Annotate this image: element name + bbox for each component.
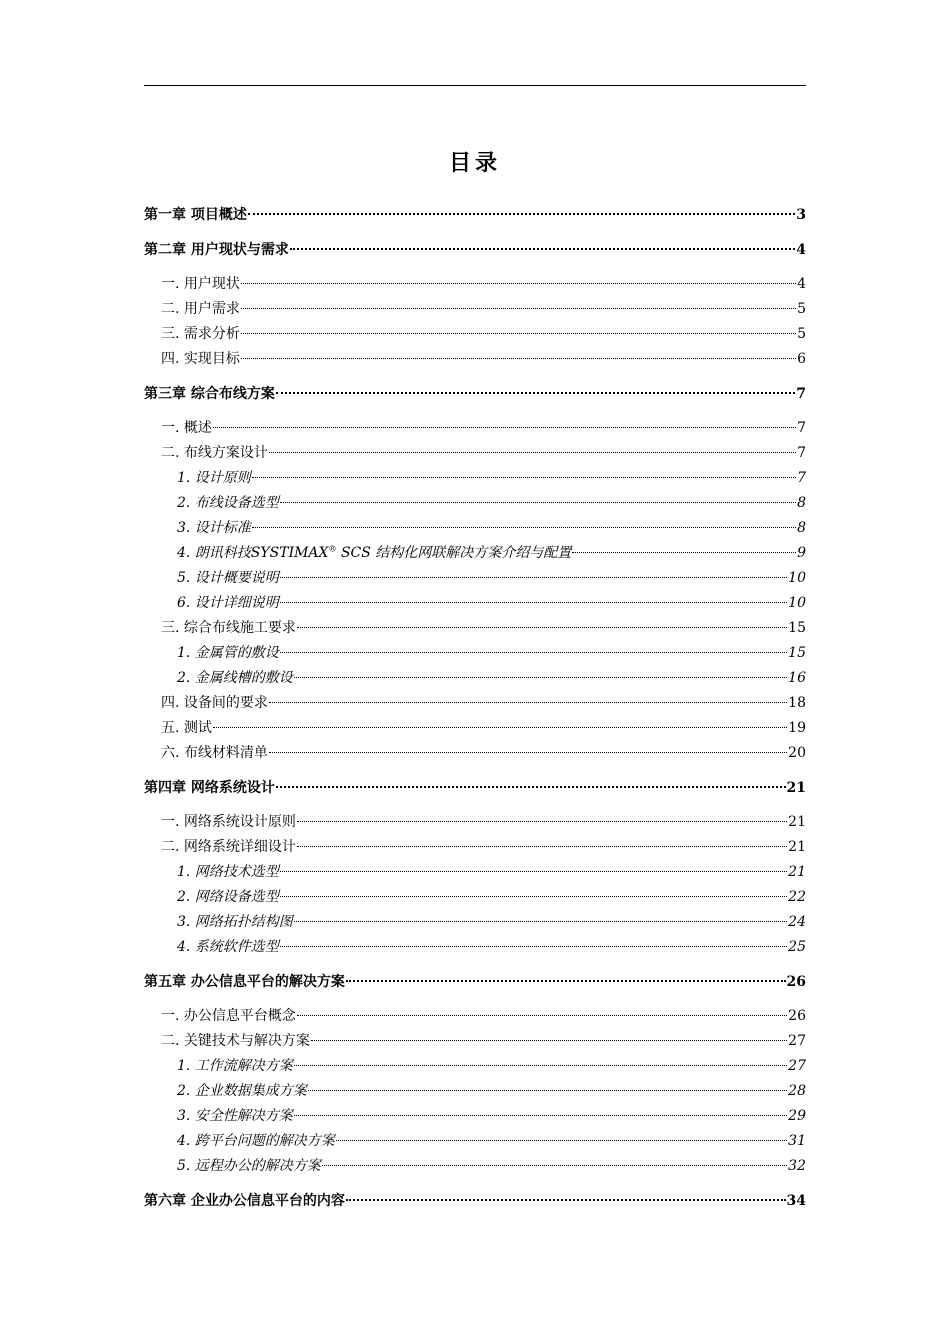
toc-subsection-entry[interactable]: [144, 667, 806, 689]
toc-page-number: 21: [788, 839, 806, 855]
dot-leader: [280, 871, 787, 872]
dot-leader: [252, 527, 796, 528]
toc-page-number: 15: [788, 620, 806, 636]
toc-entry-title: 2. 企业数据集成方案: [177, 1083, 307, 1099]
toc-chapter-entry[interactable]: [144, 204, 806, 226]
toc-entry-title: 五. 测试: [161, 720, 212, 736]
toc-subsection-entry[interactable]: [144, 492, 806, 514]
toc-section-entry[interactable]: [144, 617, 806, 639]
dot-leader: [294, 1065, 787, 1066]
toc-entry-title: 第五章 办公信息平台的解决方案: [144, 974, 345, 990]
toc-subsection-entry[interactable]: [144, 1080, 806, 1102]
toc-entry-title: 5. 设计概要说明: [177, 570, 279, 586]
toc-section-entry[interactable]: [144, 348, 806, 370]
toc-entry-title: 1. 设计原则: [177, 470, 251, 486]
toc-subsection-entry[interactable]: [144, 467, 806, 489]
toc-section-entry[interactable]: [144, 417, 806, 439]
toc-page-number: 8: [797, 520, 806, 536]
toc-page-number: 19: [788, 720, 806, 736]
dot-leader: [311, 1040, 787, 1041]
toc-page-number: 25: [788, 939, 806, 955]
page-title: 目录: [448, 150, 501, 176]
toc-page-number: 7: [797, 445, 806, 461]
toc-page-number: 3: [796, 207, 806, 223]
toc-subsection-entry[interactable]: [144, 861, 806, 883]
toc-chapter-entry[interactable]: [144, 971, 806, 993]
toc-chapter-entry[interactable]: [144, 383, 806, 405]
dot-leader: [280, 946, 787, 947]
registered-mark: ®: [328, 544, 337, 554]
dot-leader: [276, 786, 786, 788]
toc-entry-title: 2. 网络设备选型: [177, 889, 279, 905]
toc-page-number: 10: [788, 570, 806, 586]
toc-entry-title: 三. 需求分析: [161, 326, 240, 342]
toc-section-entry[interactable]: [144, 442, 806, 464]
dot-leader: [294, 921, 787, 922]
dot-leader: [346, 1199, 786, 1201]
dot-leader: [297, 1015, 787, 1016]
dot-leader: [322, 1165, 787, 1166]
toc-page-number: 6: [797, 351, 806, 367]
toc-entry-title: 第六章 企业办公信息平台的内容: [144, 1193, 345, 1209]
dot-leader: [241, 333, 796, 334]
toc-page-number: 27: [788, 1033, 806, 1049]
toc-page-number: 21: [786, 780, 806, 796]
toc-section-entry[interactable]: [144, 811, 806, 833]
dot-leader: [213, 727, 787, 728]
dot-leader: [280, 577, 787, 578]
toc-subsection-entry[interactable]: [144, 592, 806, 614]
dot-leader: [280, 652, 787, 653]
toc-page-number: 26: [788, 1008, 806, 1024]
toc-page-number: 4: [796, 242, 806, 258]
toc-section-entry[interactable]: [144, 273, 806, 295]
toc-chapter-entry[interactable]: [144, 239, 806, 261]
toc-page-number: 7: [797, 420, 806, 436]
toc-entry-title: 一. 概述: [161, 420, 212, 436]
toc-section-entry[interactable]: [144, 717, 806, 739]
toc-page-number: 22: [788, 889, 806, 905]
toc-entry-title: 6. 设计详细说明: [177, 595, 279, 611]
dot-leader: [572, 552, 796, 553]
toc-page-number: 16: [788, 670, 806, 686]
toc-entry-title: 四. 设备间的要求: [161, 695, 268, 711]
toc-entry-title: 3. 设计标准: [177, 520, 251, 536]
toc-entry-title: 第四章 网络系统设计: [144, 780, 275, 796]
toc-section-entry[interactable]: [144, 836, 806, 858]
toc-page-number: 20: [788, 745, 806, 761]
toc-page-number: 21: [788, 864, 806, 880]
header-rule: [144, 85, 806, 86]
toc-entry-title: 二. 网络系统详细设计: [161, 839, 296, 855]
toc-entry-title: 二. 关键技术与解决方案: [161, 1033, 310, 1049]
toc-entry-title: 第三章 综合布线方案: [144, 386, 275, 402]
toc-entry-title: 4. 朗讯科技SYSTIMAX® SCS 结构化网联解决方案介绍与配置: [177, 544, 572, 561]
dot-leader: [280, 896, 787, 897]
toc-chapter-entry[interactable]: [144, 1190, 806, 1212]
toc-entry-title: 1. 工作流解决方案: [177, 1058, 293, 1074]
dot-leader: [252, 477, 796, 478]
dot-leader: [294, 677, 787, 678]
dot-leader: [280, 602, 787, 603]
dot-leader: [308, 1090, 787, 1091]
toc-page-number: 32: [788, 1158, 806, 1174]
toc-page-number: 31: [788, 1133, 806, 1149]
toc-entry-title: 1. 网络技术选型: [177, 864, 279, 880]
toc-entry-title: 一. 网络系统设计原则: [161, 814, 296, 830]
toc-entry-title: 一. 用户现状: [161, 276, 240, 292]
toc-entry-title: 四. 实现目标: [161, 351, 240, 367]
toc-page-number: 21: [788, 814, 806, 830]
toc-page-number: 7: [797, 470, 806, 486]
toc-page-number: 34: [786, 1193, 806, 1209]
toc-entry-title: 4. 系统软件选型: [177, 939, 279, 955]
dot-leader: [290, 248, 795, 250]
toc-page-number: 27: [788, 1058, 806, 1074]
dot-leader: [269, 752, 787, 753]
toc-entry-title: 5. 远程办公的解决方案: [177, 1158, 321, 1174]
toc-subsection-entry[interactable]: [144, 642, 806, 664]
toc-entry-title: 1. 金属管的敷设: [177, 645, 279, 661]
toc-entry-title: 第二章 用户现状与需求: [144, 242, 289, 258]
toc-page-number: 5: [797, 326, 806, 342]
toc-page-number: 18: [788, 695, 806, 711]
dot-leader: [269, 452, 796, 453]
toc-section-entry[interactable]: [144, 1005, 806, 1027]
toc-page-number: 4: [797, 276, 806, 292]
toc-subsection-entry[interactable]: [144, 542, 806, 564]
toc-subsection-entry[interactable]: [144, 517, 806, 539]
dot-leader: [248, 213, 795, 215]
toc-subsection-entry[interactable]: [144, 886, 806, 908]
toc-subsection-entry[interactable]: [144, 567, 806, 589]
toc-subsection-entry[interactable]: [144, 1130, 806, 1152]
dot-leader: [297, 627, 787, 628]
toc-section-entry[interactable]: [144, 692, 806, 714]
toc-subsection-entry[interactable]: [144, 1055, 806, 1077]
dot-leader: [294, 1115, 787, 1116]
dot-leader: [346, 980, 786, 982]
dot-leader: [241, 308, 796, 309]
toc-section-entry[interactable]: [144, 742, 806, 764]
toc-section-entry[interactable]: [144, 1030, 806, 1052]
dot-leader: [213, 427, 796, 428]
dot-leader: [269, 702, 787, 703]
toc-page-number: 9: [797, 545, 806, 561]
toc-entry-title: 一. 办公信息平台概念: [161, 1008, 296, 1024]
toc-entry-title: 三. 综合布线施工要求: [161, 620, 296, 636]
toc-entry-title: 二. 用户需求: [161, 301, 240, 317]
toc-entry-title: 2. 金属线槽的敷设: [177, 670, 293, 686]
toc-section-entry[interactable]: [144, 298, 806, 320]
dot-leader: [241, 283, 796, 284]
dot-leader: [336, 1140, 787, 1141]
toc-page-number: 29: [788, 1108, 806, 1124]
dot-leader: [297, 821, 787, 822]
toc-entry-title: 六. 布线材料清单: [161, 745, 268, 761]
toc-entry-title: 二. 布线方案设计: [161, 445, 268, 461]
toc-page-number: 7: [796, 386, 806, 402]
toc-section-entry[interactable]: [144, 323, 806, 345]
toc-page-number: 26: [786, 974, 806, 990]
toc-page-number: 15: [788, 645, 806, 661]
dot-leader: [280, 502, 796, 503]
toc-subsection-entry[interactable]: [144, 911, 806, 933]
toc-subsection-entry[interactable]: [144, 1105, 806, 1127]
toc-entry-title: 第一章 项目概述: [144, 207, 247, 223]
dot-leader: [297, 846, 787, 847]
toc-page-number: 28: [788, 1083, 806, 1099]
dot-leader: [276, 392, 795, 394]
toc-subsection-entry[interactable]: [144, 936, 806, 958]
toc-entry-title: 3. 安全性解决方案: [177, 1108, 293, 1124]
dot-leader: [241, 358, 796, 359]
toc-chapter-entry[interactable]: [144, 777, 806, 799]
toc-page-number: 24: [788, 914, 806, 930]
toc-page-number: 10: [788, 595, 806, 611]
toc-page-number: 8: [797, 495, 806, 511]
toc-page-number: 5: [797, 301, 806, 317]
toc-entry-title: 2. 布线设备选型: [177, 495, 279, 511]
toc-subsection-entry[interactable]: [144, 1155, 806, 1177]
toc-entry-title: 4. 跨平台问题的解决方案: [177, 1133, 335, 1149]
toc-entry-title: 3. 网络拓扑结构图: [177, 914, 293, 930]
